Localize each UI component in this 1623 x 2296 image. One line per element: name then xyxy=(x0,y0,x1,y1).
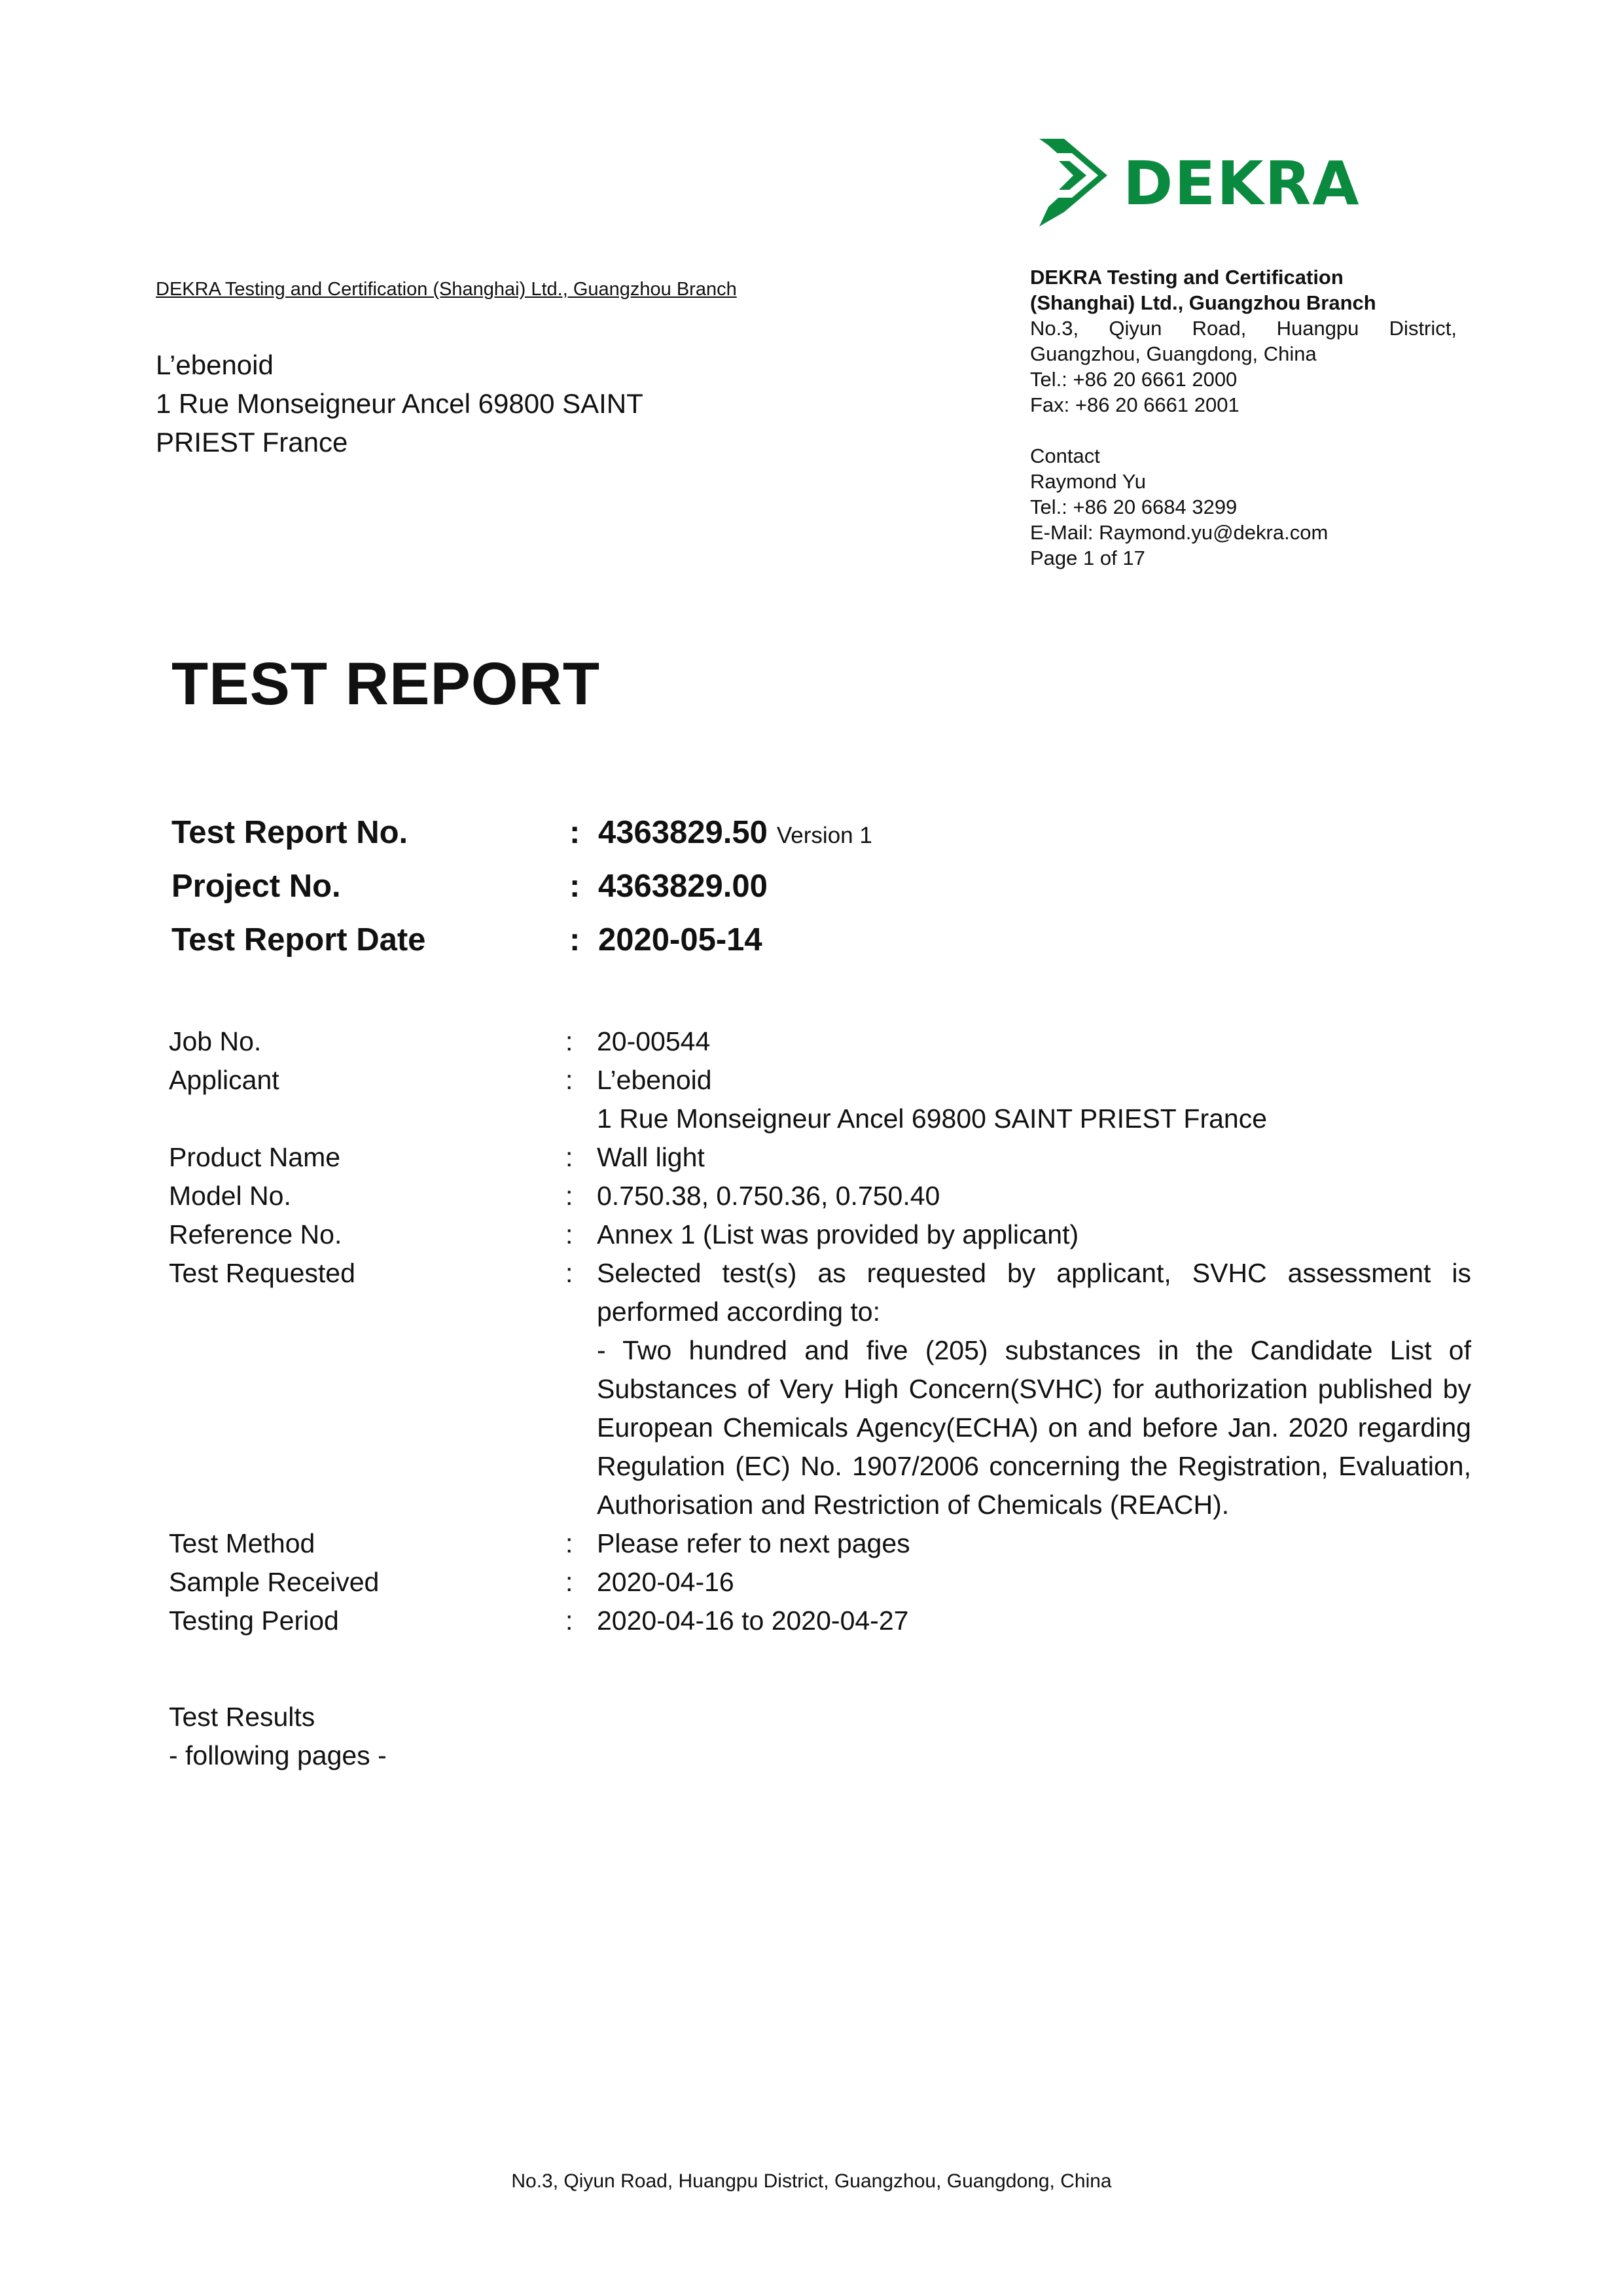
report-date-label: Test Report Date xyxy=(171,922,426,958)
test-method-row xyxy=(169,1524,1471,1563)
report-no-label: Test Report No. xyxy=(171,815,408,850)
recipient-name: L’ebenoid xyxy=(156,350,274,380)
company-address-line1: No.3, Qiyun Road, Huangpu District, xyxy=(1030,317,1457,340)
company-tel: Tel.: +86 20 6661 2000 xyxy=(1030,368,1238,391)
test-method-label: Test Method xyxy=(169,1528,315,1558)
test-requested-scope: - Two hundred and five (205) substances in the Candidate List of Substances of Very High Concern(SVHC) for authorization published by European Chemicals Agency(ECHA) on and before Jan. 2020 regarding Regulation (EC) No. 1907/2006 concerning the Registration, Evaluation, Authorisation and Restriction of Chemicals (REACH). xyxy=(597,1335,1471,1520)
applicant-name: L’ebenoid xyxy=(597,1065,712,1095)
project-no-value: 4363829.00 xyxy=(598,869,768,904)
contact-label: Contact xyxy=(1030,444,1100,467)
applicant-value xyxy=(597,1061,1471,1138)
svg-text:DEKRA: DEKRA xyxy=(1123,149,1361,219)
test-method-value: Please refer to next pages xyxy=(597,1528,910,1558)
page-title: TEST REPORT xyxy=(171,651,601,717)
report-details xyxy=(169,1022,1471,1640)
contact-email: E-Mail: Raymond.yu@dekra.com xyxy=(1030,521,1329,544)
model-no-value: 0.750.38, 0.750.36, 0.750.40 xyxy=(597,1181,940,1211)
sample-received-row xyxy=(169,1563,1471,1602)
test-requested-value xyxy=(597,1254,1471,1524)
company-fax: Fax: +86 20 6661 2001 xyxy=(1030,393,1240,416)
colon: : xyxy=(565,1258,573,1288)
test-requested-intro: Selected test(s) as requested by applicant, SVHC assessment is performed according to: xyxy=(597,1258,1471,1327)
colon: : xyxy=(569,815,580,850)
applicant-row xyxy=(169,1061,1471,1138)
colon: : xyxy=(565,1567,573,1597)
colon: : xyxy=(565,1219,573,1249)
reference-no-row xyxy=(169,1215,1471,1254)
report-no-value xyxy=(598,814,872,851)
colon: : xyxy=(565,1026,573,1056)
testing-period-label: Testing Period xyxy=(169,1605,339,1636)
colon: : xyxy=(565,1181,573,1211)
test-results-label: Test Results xyxy=(169,1702,315,1732)
project-no-label: Project No. xyxy=(171,869,341,904)
testing-period-row xyxy=(169,1602,1471,1640)
applicant-label: Applicant xyxy=(169,1065,279,1095)
colon: : xyxy=(569,922,580,958)
test-requested-row xyxy=(169,1254,1471,1524)
test-results xyxy=(169,1698,387,1775)
sender-line: DEKRA Testing and Certification (Shanghai) Ltd., Guangzhou Branch xyxy=(156,279,737,300)
page-number: Page 1 of 17 xyxy=(1030,547,1145,569)
testing-period-value: 2020-04-16 to 2020-04-27 xyxy=(597,1605,909,1636)
sample-received-value: 2020-04-16 xyxy=(597,1567,734,1597)
reference-no-value: Annex 1 (List was provided by applicant) xyxy=(597,1219,1079,1249)
sample-received-label: Sample Received xyxy=(169,1567,380,1597)
product-name-value: Wall light xyxy=(597,1142,705,1172)
contact-tel: Tel.: +86 20 6684 3299 xyxy=(1030,495,1238,518)
colon: : xyxy=(565,1142,573,1172)
applicant-address: 1 Rue Monseigneur Ancel 69800 SAINT PRIEST France xyxy=(597,1103,1268,1134)
model-no-row xyxy=(169,1177,1471,1215)
recipient-address xyxy=(156,346,643,461)
product-name-label: Product Name xyxy=(169,1142,341,1172)
model-no-label: Model No. xyxy=(169,1181,291,1211)
company-address-line2: Guangzhou, Guangdong, China xyxy=(1030,342,1317,365)
footer-address: No.3, Qiyun Road, Huangpu District, Guangzhou, Guangdong, China xyxy=(511,2170,1112,2192)
report-no-number: 4363829.50 xyxy=(598,815,768,850)
colon: : xyxy=(565,1065,573,1095)
contact-name: Raymond Yu xyxy=(1030,470,1146,493)
report-date-value: 2020-05-14 xyxy=(598,922,762,958)
product-name-row xyxy=(169,1138,1471,1177)
test-results-note: - following pages - xyxy=(169,1740,387,1770)
job-no-label: Job No. xyxy=(169,1026,262,1056)
recipient-address-line1: 1 Rue Monseigneur Ancel 69800 SAINT xyxy=(156,388,643,419)
colon: : xyxy=(565,1528,573,1558)
test-requested-label: Test Requested xyxy=(169,1258,355,1288)
company-name-line2: (Shanghai) Ltd., Guangzhou Branch xyxy=(1030,291,1376,314)
dekra-logo-mark-icon xyxy=(1039,139,1361,226)
company-name-line1: DEKRA Testing and Certification xyxy=(1030,266,1344,289)
recipient-address-line2: PRIEST France xyxy=(156,427,348,457)
reference-no-label: Reference No. xyxy=(169,1219,342,1249)
company-info xyxy=(1030,264,1457,571)
job-no-row xyxy=(169,1022,1471,1061)
dekra-logo xyxy=(1039,139,1361,226)
job-no-value: 20-00544 xyxy=(597,1026,711,1056)
report-version: Version 1 xyxy=(776,823,872,848)
colon: : xyxy=(565,1605,573,1636)
colon: : xyxy=(569,869,580,904)
